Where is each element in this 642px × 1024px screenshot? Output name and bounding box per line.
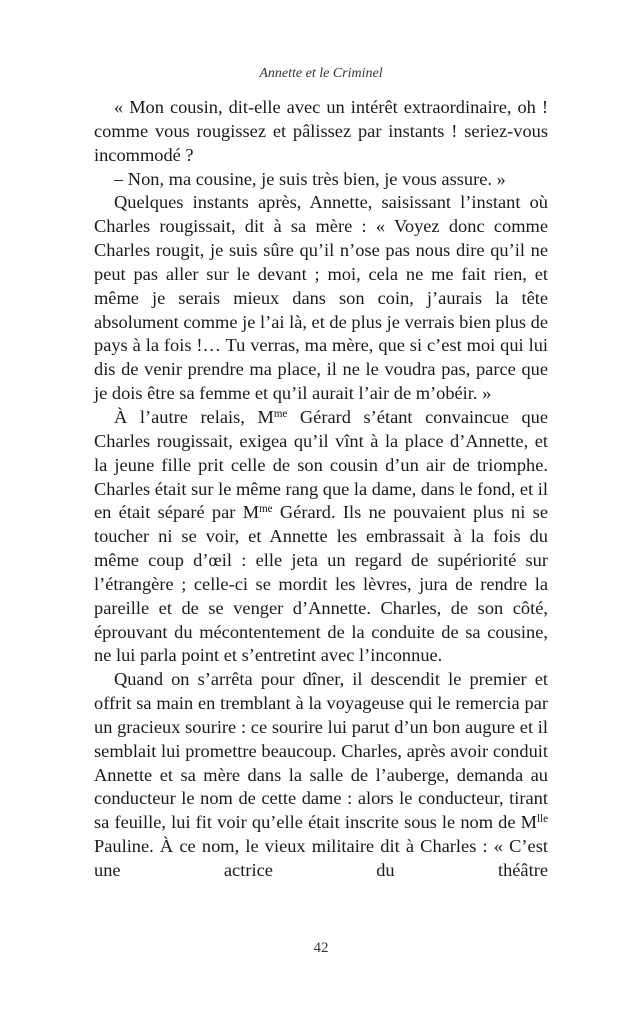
- paragraph: [94, 168, 548, 192]
- text-run: Pauline. À ce nom, le vieux militaire dit à Charles : « C’est une actrice du théâtre: [94, 836, 548, 880]
- text-run: – Non, ma cousine, je suis très bien, je vous assure. »: [114, 168, 506, 189]
- text-run: Quand on s’arrêta pour dîner, il descendit le premier et offrit sa main en tremblant à la voyageuse qui le remercia par un gracieux sourire : ce sourire lui parut d’un bon augure et il semblait lui promettre beaucoup. Charles, après avoir conduit Annette et sa mère dans la salle de l’auberge, demanda au conducteur le nom de cette dame : alors le conducteur, tirant sa feuille, lui fit voir qu’elle était inscrite sous le nom de M: [94, 669, 548, 833]
- text-run: « Mon cousin, dit-elle avec un intérêt extraordinaire, oh ! comme vous rougissez et pâlissez par instants ! seriez-vous incommodé ?: [94, 97, 548, 165]
- superscript: lle: [536, 813, 548, 826]
- paragraph: [94, 668, 548, 883]
- paragraph: [94, 406, 548, 668]
- page-number: 42: [313, 940, 329, 956]
- running-head: Annette et le Criminel: [259, 66, 383, 81]
- text-run: Gérard. Ils ne pouvaient plus ni se toucher ni se voir, et Annette les embrassait à la fois du même coup d’œil : elle jeta un regard de supériorité sur l’étrangère ; celle-ci se mordit les lèvres, jura de rendre la pareille et de se venger d’Annette. Charles, de son côté, éprouvant du mécontentement de la conduite de sa cousine, ne lui parla point et s’entretint avec l’inconnue.: [94, 502, 549, 666]
- superscript: me: [259, 503, 273, 516]
- text-run: À l’autre relais, M: [114, 406, 274, 427]
- paragraph: [94, 191, 548, 406]
- superscript: me: [273, 407, 288, 420]
- body-text: [94, 96, 548, 883]
- text-run: Quelques instants après, Annette, saisissant l’instant où Charles rougissait, dit à sa mère : « Voyez donc comme Charles rougit, je suis sûre qu’il n’ose pas nous dire qu’il ne peut pas aller sur le devant ; moi, cela ne me fait rien, et même je serais mieux dans son coin, j’aurais la tête absolument comme je l’ai là, et de plus je verrais bien plus de pays à la fois !… Tu verras, ma mère, que si c’est moi qui lui dis de venir prendre ma place, il ne le voudra pas, parce que je dois être sa femme et qu’il aurait l’air de m’obéir. »: [94, 192, 549, 404]
- paragraph: [94, 96, 548, 168]
- text-run: Gérard s’étant convaincue que Charles rougissait, exigea qu’il vînt à la place d’Annette, et la jeune fille prit celle de son cousin d’un air de triomphe. Charles était sur le même rang que la dame, dans le fond, et il en était séparé par M: [94, 406, 548, 523]
